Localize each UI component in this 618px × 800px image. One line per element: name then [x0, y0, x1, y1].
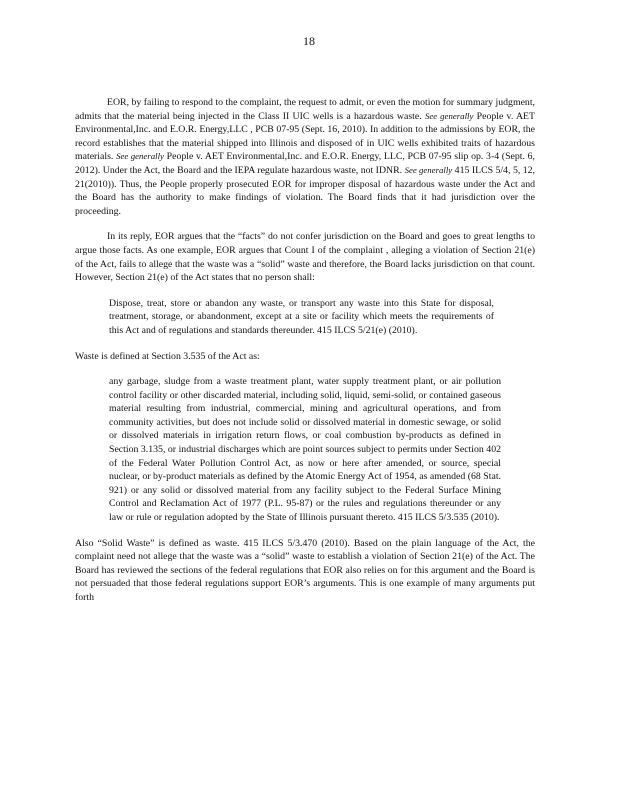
paragraph-1-part-2: People v. AET Environmental,Inc. and E.O.R. Energy,LLC , PCB 07-95 (Sept. 16, 2010). In addition to the admissions by EOR, the record establishes that the material shipped into Illinois and disposed of in UIC wells exhibited traits of hazardous materials. [75, 110, 536, 163]
paragraph-2: In its reply, EOR argues that the “facts” do not confer jurisdiction on the Board and goes to great lengths to argue those facts. As one example, EOR argues that Count I of the complaint , alleging a violation of Section 21(e) of the Act, fails to allege that the waste was a “solid” waste and therefore, the Board lacks jurisdiction on that count. However, Section 21(e) of the Act states that no person shall: [75, 231, 535, 284]
paragraph-1-part-3: People v. AET Environmental,Inc. and E.O.R. Energy, LLC, PCB 07-95 slip op. 3-4 (Sept. 6, 2012). Under the Act, the Board and the IEPA regulate hazardous waste, not IDNR. [75, 151, 535, 176]
paragraph-gap [75, 285, 535, 297]
paragraph-gap [75, 363, 535, 375]
paragraph-1-part-4: 415 ILCS 5/4, 5, 12, 21(2010)). Thus, the People properly prosecuted EOR for improper disposal of hazardous waste under the Act and the Board has the authority to make findings of violation. The Board finds that it had jurisdiction over the proceeding. [75, 164, 535, 217]
paragraph-4: Also “Solid Waste” is defined as waste. 415 ILCS 5/3.470 (2010). Based on the plain language of the Act, the complaint need not allege that the waste was a “solid” waste to establish a violation of Section 21(e) of the Act. The Board has reviewed the sections of the federal regulations that EOR also relies on for this argument and the Board is not persuaded that those federal regulations support EOR’s arguments. This is one example of many arguments put forth [75, 537, 535, 603]
paragraph-gap [75, 525, 535, 537]
block-quote-waste-definition: any garbage, sludge from a waste treatment plant, water supply treatment plant, or air pollution control facility or other discarded material, including solid, liquid, semi-solid, or contained gaseous material resulting from industrial, commercial, mining and agricultural operations, and from community activities, but does not include solid or dissolved material in domestic sewage, or solid or dissolved materials in irrigation return flows, or coal combustion by-products as defined in Section 3.135, or industrial discharges which are point sources subject to permits under Section 402 of the Federal Water Pollution Control Act, as now or here after amended, or source, special nuclear, or by-product materials as defined by the Atomic Energy Act of 1954, as amended (68 Stat. 921) or any solid or dissolved material from any facility subject to the Federal Surface Mining Control and Reclamation Act of 1977 (P.L. 95-87) or the rules and regulations thereunder or any law or rule or regulation adopted by the State of Illinois pursuant thereto. 415 ILCS 5/3.535 (2010). [109, 376, 501, 524]
body-text [75, 96, 535, 605]
paragraph-3: Waste is defined at Section 3.535 of the Act as: [75, 350, 260, 362]
paragraph-gap [75, 218, 535, 230]
block-quote-section-21e: Dispose, treat, store or abandon any waste, or transport any waste into this State for disposal, treatment, storage, or abandonment, except at a site or facility which meets the requirements of this Act and of regulations and standards thereunder. 415 ILCS 5/21(e) (2010). [109, 297, 494, 336]
citation-signal: See generally [424, 110, 474, 121]
citation-signal: See generally [116, 151, 164, 162]
paragraph-1-part-1: EOR, by failing to respond to the complaint, the request to admit, or even the motion for summary judgment, admits that the material being injected in the Class II UIC wells is a hazardous waste. [75, 97, 535, 122]
paragraph-gap [75, 338, 535, 350]
paragraph-1 [75, 96, 535, 218]
page-number: 18 [303, 34, 315, 48]
citation-signal: See generally [404, 164, 453, 175]
